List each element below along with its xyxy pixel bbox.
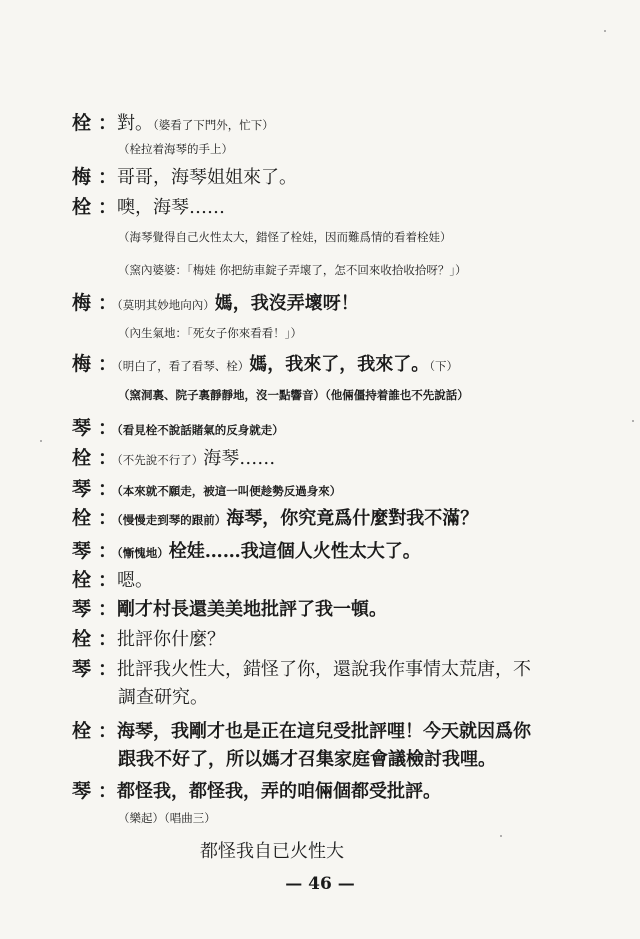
- stage-direction: （不先說不行了）: [117, 453, 204, 467]
- stage-direction: （海琴覺得自己火性太大，錯怪了栓娃，因而難爲情的看着栓娃）: [118, 230, 452, 244]
- dialogue-line: 梅 ：（莫明其妙地向內）媽，我沒弄壞呀！: [72, 288, 359, 315]
- dialogue-line: 栓 ：噢，海琴……: [72, 192, 225, 219]
- speaker-name: 梅: [72, 292, 92, 314]
- dialogue-line: 梅 ：哥哥，海琴姐姐來了。: [72, 162, 297, 189]
- dialogue-continuation: 調查研究。: [118, 687, 208, 708]
- dialogue-text: 對。: [117, 113, 154, 134]
- dialogue-text: 嗯。: [117, 570, 154, 591]
- speaker-name: 琴: [72, 417, 92, 439]
- dialogue-text: 海琴……: [203, 448, 276, 469]
- speaker-name: 栓: [72, 196, 92, 218]
- dialogue-line: 栓 ：（不先說不行了）海琴……: [72, 443, 275, 470]
- stage-direction: （樂起）（唱曲三）: [118, 811, 216, 825]
- dialogue-line: 栓 ：嗯。: [72, 565, 153, 592]
- stage-direction: （慢慢走到琴的跟前）: [117, 513, 227, 527]
- stage-direction: （莫明其妙地向內）: [117, 298, 215, 312]
- dialogue-text: 海琴，你究竟爲什麼對我不滿？: [226, 508, 479, 529]
- dialogue-text: 媽，我來了，我來了。: [249, 354, 430, 375]
- dialogue-text: 海琴，我剛才也是正在這兒受批評哩！今天就因爲你: [117, 721, 532, 742]
- scan-speck: [40, 440, 42, 442]
- stage-direction: （窯內婆婆：「梅娃 你把紡車錠子弄壞了，怎不回來收拾收拾呀？」）: [118, 263, 467, 277]
- stage-direction: （看見栓不說話賭氣的反身就走）: [117, 423, 284, 437]
- dialogue-line: 梅 ：（明白了，看了看琴、栓）媽，我來了，我來了。（下）: [72, 349, 458, 376]
- speaker-name: 琴: [72, 478, 92, 500]
- dialogue-line: 琴 ：（看見栓不說話賭氣的反身就走）: [72, 413, 284, 440]
- speaker-name: 栓: [72, 720, 92, 742]
- song-lyric: 都怪我自已火性大: [200, 841, 344, 862]
- stage-direction: （婆看了下門外，忙下）: [153, 118, 274, 132]
- speaker-name: 琴: [72, 780, 92, 802]
- dialogue-line: 栓 ：批評你什麼？: [72, 624, 225, 651]
- dialogue-text: 哥哥，海琴姐姐來了。: [117, 167, 298, 188]
- stage-direction: （本來就不願走，被這一叫便趁勢反過身來）: [117, 484, 342, 498]
- speaker-name: 琴: [72, 540, 92, 562]
- stage-direction: （明白了，看了看琴、栓）: [117, 359, 250, 373]
- dialogue-text: 噢，海琴……: [117, 197, 226, 218]
- dialogue-line: 栓 ：對。（婆看了下門外，忙下）: [72, 108, 274, 135]
- dialogue-line: 栓 ：（慢慢走到琴的跟前）海琴，你究竟爲什麼對我不滿？: [72, 503, 478, 530]
- dialogue-line: 琴 ：批評我火性大，錯怪了你，還說我作事情太荒唐，不: [72, 654, 531, 681]
- speaker-name: 琴: [72, 598, 92, 620]
- dialogue-line: 琴 ：剛才村長還美美地批評了我一頓。: [72, 594, 387, 621]
- dialogue-continuation: 跟我不好了，所以媽才召集家庭會議檢討我哩。: [118, 749, 496, 770]
- scan-speck: [500, 835, 502, 837]
- dialogue-line: 琴 ：（本來就不願走，被這一叫便趁勢反過身來）: [72, 474, 341, 501]
- scan-speck: [604, 30, 606, 32]
- dialogue-text: 媽，我沒弄壞呀！: [214, 293, 359, 314]
- dialogue-text: 都怪我，都怪我，弄的咱倆個都受批評。: [117, 781, 442, 802]
- stage-direction: （栓拉着海琴的手上）: [118, 142, 233, 156]
- dialogue-line: 琴 ：（慚愧地）栓娃……我這個人火性太大了。: [72, 536, 421, 563]
- speaker-name: 栓: [72, 447, 92, 469]
- speaker-name: 栓: [72, 569, 92, 591]
- dialogue-line: 栓 ：海琴，我剛才也是正在這兒受批評哩！今天就因爲你: [72, 716, 531, 743]
- speaker-name: 琴: [72, 658, 92, 680]
- dialogue-text: 剛才村長還美美地批評了我一頓。: [117, 599, 388, 620]
- scan-speck: [632, 420, 634, 422]
- speaker-name: 栓: [72, 112, 92, 134]
- dialogue-text: 栓娃……我這個人火性太大了。: [168, 541, 421, 562]
- speaker-name: 梅: [72, 166, 92, 188]
- dialogue-text: 批評我火性大，錯怪了你，還說我作事情太荒唐，不: [117, 659, 532, 680]
- speaker-name: 栓: [72, 628, 92, 650]
- stage-direction: （內生氣地：「死女子你來看看！」）: [118, 326, 302, 340]
- speaker-name: 梅: [72, 353, 92, 375]
- stage-direction: （窯洞裏、院子裏靜靜地，沒一點響音）（他倆僵持着誰也不先說話）: [118, 388, 469, 402]
- dialogue-text: 批評你什麼？: [117, 629, 226, 650]
- dialogue-line: 琴 ：都怪我，都怪我，弄的咱倆個都受批評。: [72, 776, 441, 803]
- stage-direction: （下）: [429, 359, 459, 373]
- page-number: — 46 —: [285, 874, 355, 894]
- speaker-name: 栓: [72, 507, 92, 529]
- stage-direction: （慚愧地）: [117, 546, 169, 560]
